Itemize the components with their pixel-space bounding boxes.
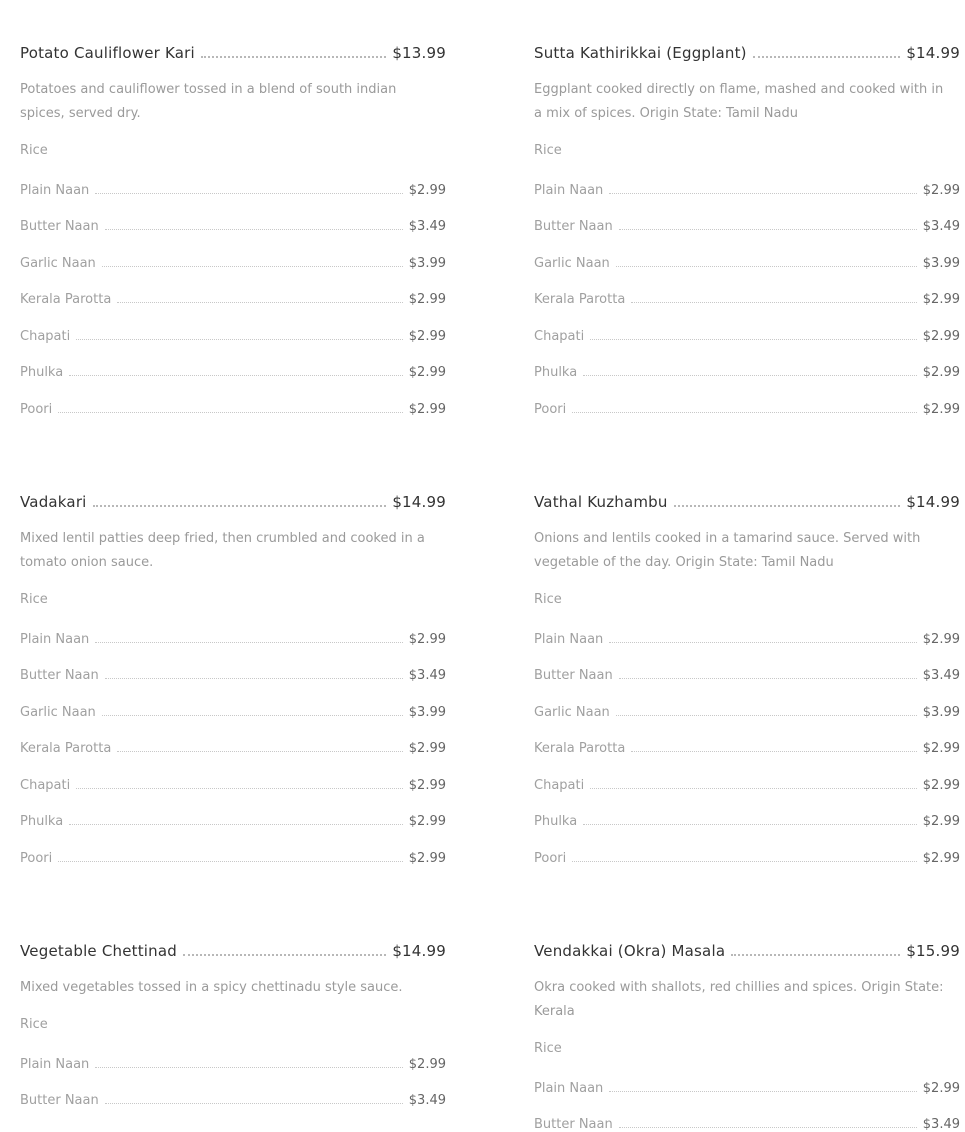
bread-option-price: $2.99 [409, 365, 446, 380]
bread-option-name: Plain Naan [534, 183, 603, 198]
bread-option-name: Garlic Naan [534, 256, 610, 271]
rice-label: Rice [534, 143, 960, 161]
dot-leader [58, 412, 403, 413]
menu-item-price: $14.99 [906, 44, 960, 62]
bread-option-name: Butter Naan [534, 668, 613, 683]
rice-label: Rice [534, 592, 960, 610]
menu-item-title-row [20, 938, 446, 960]
menu-item-description: Eggplant cooked directly on flame, mashed and cooked with in a mix of spices. Origin State: Tamil Nadu [534, 78, 944, 126]
bread-option-price: $2.99 [409, 814, 446, 829]
bread-option-price: $2.99 [409, 329, 446, 344]
bread-option-row[interactable] [534, 1114, 960, 1132]
bread-option-price: $2.99 [409, 1057, 446, 1072]
bread-option-name: Butter Naan [20, 219, 99, 234]
dot-leader [102, 715, 403, 716]
menu-item-name: Vendakkai (Okra) Masala [534, 942, 725, 960]
menu-item-description: Mixed vegetables tossed in a spicy chettinadu style sauce. [20, 976, 430, 1000]
dot-leader [674, 505, 901, 507]
bread-option-name: Butter Naan [534, 219, 613, 234]
bread-option-row[interactable] [534, 1078, 960, 1096]
bread-option-price: $2.99 [923, 632, 960, 647]
bread-option-row[interactable] [20, 289, 446, 307]
menu-item-vendakkai-masala[interactable] [534, 938, 960, 1132]
bread-option-row[interactable] [20, 775, 446, 793]
bread-option-row[interactable] [534, 665, 960, 683]
bread-option-name: Poori [534, 402, 566, 417]
menu-item-sutta-kathirikkai[interactable] [534, 40, 960, 417]
bread-option-price: $3.49 [923, 1117, 960, 1132]
bread-option-row[interactable] [534, 811, 960, 829]
bread-option-row[interactable] [20, 326, 446, 344]
bread-option-price: $2.99 [923, 329, 960, 344]
bread-option-price: $3.49 [409, 1093, 446, 1108]
menu-item-name: Sutta Kathirikkai (Eggplant) [534, 44, 747, 62]
bread-option-price: $2.99 [409, 741, 446, 756]
menu-item-description: Potatoes and cauliflower tossed in a blend of south indian spices, served dry. [20, 78, 430, 126]
bread-option-price: $2.99 [923, 851, 960, 866]
rice-label: Rice [20, 143, 446, 161]
dot-leader [105, 1103, 403, 1104]
menu-item-potato-cauliflower-kari[interactable] [20, 40, 446, 417]
bread-options-list [20, 629, 446, 866]
dot-leader [76, 788, 403, 789]
bread-options-list [534, 180, 960, 417]
dot-leader [616, 266, 917, 267]
menu-item-name: Vadakari [20, 493, 87, 511]
dot-leader [69, 824, 403, 825]
bread-option-row[interactable] [534, 253, 960, 271]
menu-item-price: $14.99 [392, 942, 446, 960]
bread-option-name: Butter Naan [20, 668, 99, 683]
dot-leader [95, 642, 402, 643]
dot-leader [572, 412, 917, 413]
bread-option-price: $2.99 [409, 632, 446, 647]
bread-option-row[interactable] [20, 702, 446, 720]
dot-leader [58, 861, 403, 862]
menu-item-price: $14.99 [392, 493, 446, 511]
bread-option-price: $2.99 [409, 851, 446, 866]
dot-leader [583, 824, 917, 825]
dot-leader [609, 642, 916, 643]
dot-leader [631, 751, 916, 752]
dot-leader [105, 678, 403, 679]
bread-option-row[interactable] [534, 848, 960, 866]
bread-option-name: Phulka [534, 814, 577, 829]
bread-option-name: Butter Naan [20, 1093, 99, 1108]
bread-option-price: $3.99 [923, 256, 960, 271]
bread-option-row[interactable] [20, 1090, 446, 1108]
bread-options-list [534, 629, 960, 866]
bread-option-row[interactable] [534, 775, 960, 793]
bread-option-price: $3.99 [923, 705, 960, 720]
dot-leader [69, 375, 403, 376]
bread-option-name: Garlic Naan [20, 705, 96, 720]
bread-option-row[interactable] [20, 811, 446, 829]
bread-option-row[interactable] [534, 180, 960, 198]
bread-option-row[interactable] [534, 399, 960, 417]
bread-option-price: $2.99 [923, 814, 960, 829]
bread-option-price: $2.99 [409, 778, 446, 793]
bread-options-list [20, 1054, 446, 1109]
dot-leader [609, 1091, 916, 1092]
bread-option-name: Phulka [20, 365, 63, 380]
bread-option-name: Garlic Naan [534, 705, 610, 720]
menu-item-vathal-kuzhambu[interactable] [534, 489, 960, 866]
menu-item-name: Potato Cauliflower Kari [20, 44, 195, 62]
menu-item-title-row [534, 489, 960, 511]
bread-option-price: $2.99 [409, 183, 446, 198]
menu-item-vadakari[interactable] [20, 489, 446, 866]
dot-leader [619, 229, 917, 230]
bread-option-row[interactable] [20, 848, 446, 866]
menu-item-description: Mixed lentil patties deep fried, then crumbled and cooked in a tomato onion sauce. [20, 527, 430, 575]
menu-item-price: $14.99 [906, 493, 960, 511]
bread-option-price: $2.99 [923, 1081, 960, 1096]
bread-option-row[interactable] [534, 702, 960, 720]
bread-option-price: $3.99 [409, 705, 446, 720]
bread-option-price: $3.49 [409, 668, 446, 683]
dot-leader [616, 715, 917, 716]
bread-option-row[interactable] [20, 738, 446, 756]
dot-leader [583, 375, 917, 376]
dot-leader [590, 788, 917, 789]
bread-option-name: Kerala Parotta [20, 741, 111, 756]
bread-option-name: Chapati [534, 778, 584, 793]
bread-option-row[interactable] [20, 399, 446, 417]
bread-option-row[interactable] [534, 362, 960, 380]
dot-leader [76, 339, 403, 340]
rice-label: Rice [534, 1041, 960, 1059]
bread-option-row[interactable] [534, 326, 960, 344]
dot-leader [95, 1067, 402, 1068]
bread-option-name: Plain Naan [20, 1057, 89, 1072]
bread-option-name: Poori [534, 851, 566, 866]
menu-item-title-row [534, 40, 960, 62]
bread-option-name: Butter Naan [534, 1117, 613, 1132]
bread-options-list [534, 1078, 960, 1132]
bread-option-name: Kerala Parotta [20, 292, 111, 307]
bread-option-row[interactable] [20, 362, 446, 380]
dot-leader [590, 339, 917, 340]
dot-leader [117, 751, 402, 752]
bread-option-name: Garlic Naan [20, 256, 96, 271]
dot-leader [572, 861, 917, 862]
bread-option-price: $2.99 [923, 778, 960, 793]
menu-item-title-row [534, 938, 960, 960]
bread-option-name: Phulka [20, 814, 63, 829]
menu-item-title-row [20, 40, 446, 62]
bread-option-name: Plain Naan [20, 183, 89, 198]
dot-leader [631, 302, 916, 303]
bread-options-list [20, 180, 446, 417]
bread-option-price: $3.49 [923, 219, 960, 234]
bread-option-row[interactable] [20, 180, 446, 198]
bread-option-name: Chapati [534, 329, 584, 344]
bread-option-price: $2.99 [923, 183, 960, 198]
dot-leader [619, 678, 917, 679]
rice-label: Rice [20, 592, 446, 610]
dot-leader [201, 56, 386, 58]
bread-option-price: $3.99 [409, 256, 446, 271]
bread-option-row[interactable] [534, 216, 960, 234]
bread-option-name: Plain Naan [20, 632, 89, 647]
bread-option-price: $3.49 [923, 668, 960, 683]
menu-item-vegetable-chettinad[interactable] [20, 938, 446, 1108]
dot-leader [93, 505, 387, 507]
bread-option-name: Plain Naan [534, 632, 603, 647]
menu-item-name: Vathal Kuzhambu [534, 493, 668, 511]
bread-option-row[interactable] [20, 253, 446, 271]
bread-option-row[interactable] [20, 665, 446, 683]
bread-option-name: Phulka [534, 365, 577, 380]
rice-label: Rice [20, 1017, 446, 1035]
dot-leader [183, 954, 386, 956]
bread-option-name: Kerala Parotta [534, 292, 625, 307]
dot-leader [102, 266, 403, 267]
menu-item-title-row [20, 489, 446, 511]
dot-leader [753, 56, 901, 58]
bread-option-row[interactable] [534, 629, 960, 647]
bread-option-price: $2.99 [923, 402, 960, 417]
bread-option-row[interactable] [20, 629, 446, 647]
menu-item-name: Vegetable Chettinad [20, 942, 177, 960]
bread-option-name: Plain Naan [534, 1081, 603, 1096]
dot-leader [619, 1127, 917, 1128]
dot-leader [731, 954, 900, 956]
menu-item-description: Okra cooked with shallots, red chillies and spices. Origin State: Kerala [534, 976, 944, 1024]
bread-option-row[interactable] [534, 738, 960, 756]
dot-leader [609, 193, 916, 194]
bread-option-price: $3.49 [409, 219, 446, 234]
bread-option-row[interactable] [20, 1054, 446, 1072]
menu-item-price: $13.99 [392, 44, 446, 62]
bread-option-price: $2.99 [923, 741, 960, 756]
bread-option-price: $2.99 [923, 365, 960, 380]
menu-item-description: Onions and lentils cooked in a tamarind sauce. Served with vegetable of the day. Origin State: Tamil Nadu [534, 527, 944, 575]
dot-leader [105, 229, 403, 230]
bread-option-row[interactable] [534, 289, 960, 307]
dot-leader [117, 302, 402, 303]
bread-option-name: Kerala Parotta [534, 741, 625, 756]
bread-option-price: $2.99 [923, 292, 960, 307]
bread-option-row[interactable] [20, 216, 446, 234]
bread-option-name: Poori [20, 851, 52, 866]
bread-option-name: Chapati [20, 778, 70, 793]
menu-item-price: $15.99 [906, 942, 960, 960]
bread-option-price: $2.99 [409, 402, 446, 417]
bread-option-price: $2.99 [409, 292, 446, 307]
bread-option-name: Chapati [20, 329, 70, 344]
dot-leader [95, 193, 402, 194]
bread-option-name: Poori [20, 402, 52, 417]
